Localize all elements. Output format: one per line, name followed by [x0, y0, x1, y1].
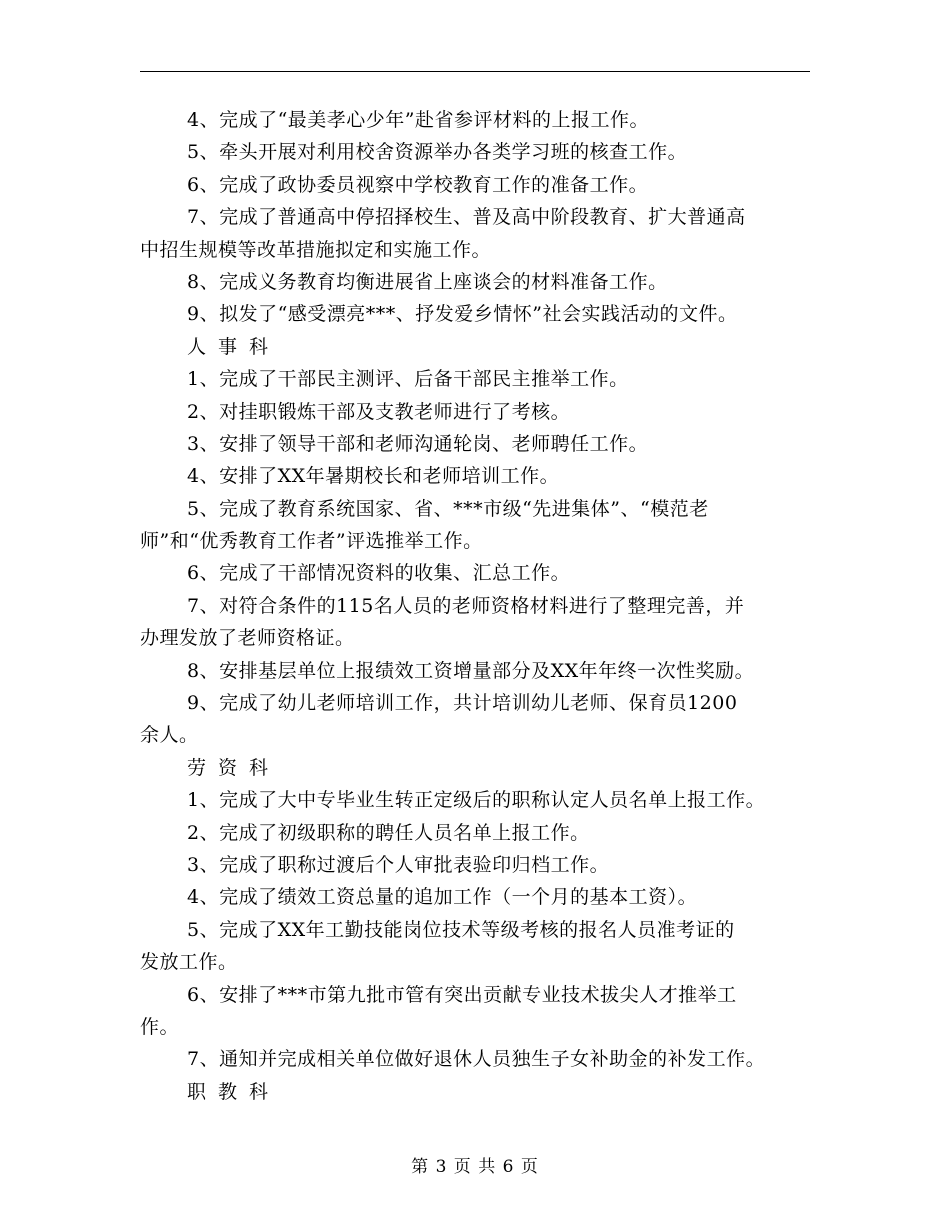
paragraph-line: 9、拟发了“感受漂亮***、抒发爱乡情怀”社会实践活动的文件。	[187, 303, 738, 326]
paragraph-line: 7、对符合条件的115名人员的老师资格材料进行了整理完善，并	[187, 594, 745, 617]
paragraph-line: 6、完成了政协委员视察中学校教育工作的准备工作。	[187, 173, 649, 196]
paragraph-line: 3、安排了领导干部和老师沟通轮岗、老师聘任工作。	[187, 432, 649, 455]
document-body	[140, 104, 830, 1108]
page-footer: 第 3 页 共 6 页	[411, 1157, 539, 1177]
paragraph-line: 作。	[140, 1015, 180, 1038]
section-heading: 人事科	[187, 335, 281, 358]
section-heading: 职教科	[187, 1080, 281, 1103]
paragraph-line: 6、完成了干部情况资料的收集、汇总工作。	[187, 562, 571, 585]
paragraph-line: 中招生规模等改革措施拟定和实施工作。	[140, 238, 492, 261]
paragraph-line: 5、完成了教育系统国家、省、***市级“先进集体”、“模范老	[187, 497, 709, 520]
paragraph-line: 8、完成义务教育均衡进展省上座谈会的材料准备工作。	[187, 270, 668, 293]
paragraph-line: 4、完成了“最美孝心少年”赴省参评材料的上报工作。	[187, 109, 650, 131]
paragraph-line: 办理发放了老师资格证。	[140, 627, 355, 650]
paragraph-line: 2、对挂职锻炼干部及支教老师进行了考核。	[187, 400, 571, 423]
header-rule	[140, 71, 810, 72]
paragraph-line: 7、完成了普通高中停招择校生、普及高中阶段教育、扩大普通高	[187, 206, 746, 229]
paragraph-line: 4、安排了XX年暑期校长和老师培训工作。	[187, 465, 560, 488]
paragraph-line: 6、安排了***市第九批市管有突出贡献专业技术拔尖人才推举工	[187, 983, 737, 1006]
paragraph-line: 5、牵头开展对利用校舍资源举办各类学习班的核查工作。	[187, 141, 688, 164]
paragraph-line: 2、完成了初级职称的聘任人员名单上报工作。	[187, 821, 590, 844]
paragraph-line: 师”和“优秀教育工作者”评选推举工作。	[140, 530, 483, 553]
paragraph-line: 3、完成了职称过渡后个人审批表验印归档工作。	[187, 853, 610, 876]
section-heading: 劳资科	[187, 756, 281, 779]
paragraph-line: 9、完成了幼儿老师培训工作，共计培训幼儿老师、保育员1200	[187, 692, 738, 715]
paragraph-line: 5、完成了XX年工勤技能岗位技术等级考核的报名人员准考证的	[187, 918, 735, 941]
paragraph-line: 4、完成了绩效工资总量的追加工作（一个月的基本工资）。	[187, 886, 698, 909]
paragraph-line: 7、通知并完成相关单位做好退休人员独生子女补助金的补发工作。	[187, 1048, 766, 1071]
paragraph-line: 8、安排基层单位上报绩效工资增量部分及XX年年终一次性奖励。	[187, 659, 755, 682]
paragraph-line: 1、完成了干部民主测评、后备干部民主推举工作。	[187, 368, 629, 391]
paragraph-line: 发放工作。	[140, 951, 238, 974]
paragraph-line: 1、完成了大中专毕业生转正定级后的职称认定人员名单上报工作。	[187, 789, 766, 812]
paragraph-line: 余人。	[140, 724, 199, 747]
